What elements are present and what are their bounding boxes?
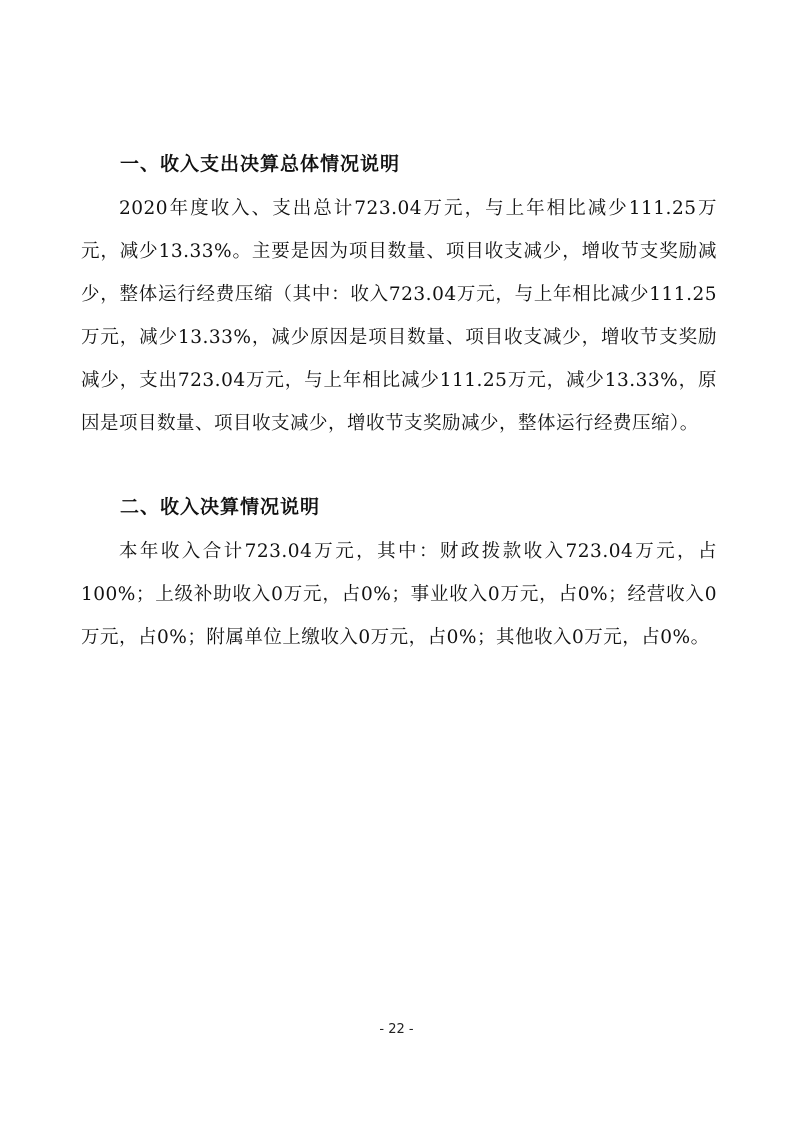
section-heading-income: 二、收入决算情况说明 [120, 496, 321, 518]
section-paragraph-income: 本年收入合计723.04万元，其中：财政拨款收入723.04万元，占100%；上级补助收入0万元，占0%；事业收入0万元，占0%；经营收入0万元，占0%；附属单位上缴收入0万元，占0%；其他收入0万元，占0%。 [81, 541, 717, 648]
section-paragraph-overall: 2020年度收入、支出总计723.04万元，与上年相比减少111.25万元，减少13.33%。主要是因为项目数量、项目收支减少，增收节支奖励减少，整体运行经费压缩（其中：收入723.04万元，与上年相比减少111.25万元，减少13.33%，减少原因是项目数量、项目收支减少，增收节支奖励减少，支出723.04万元，与上年相比减少111.25万元，减少13.33%，原因是项目数量、项目收支减少，增收节支奖励减少，整体运行经费压缩）。 [81, 198, 717, 434]
section-heading-overall: 一、收入支出决算总体情况说明 [120, 153, 401, 175]
page-number: - 22 - [379, 1022, 414, 1037]
